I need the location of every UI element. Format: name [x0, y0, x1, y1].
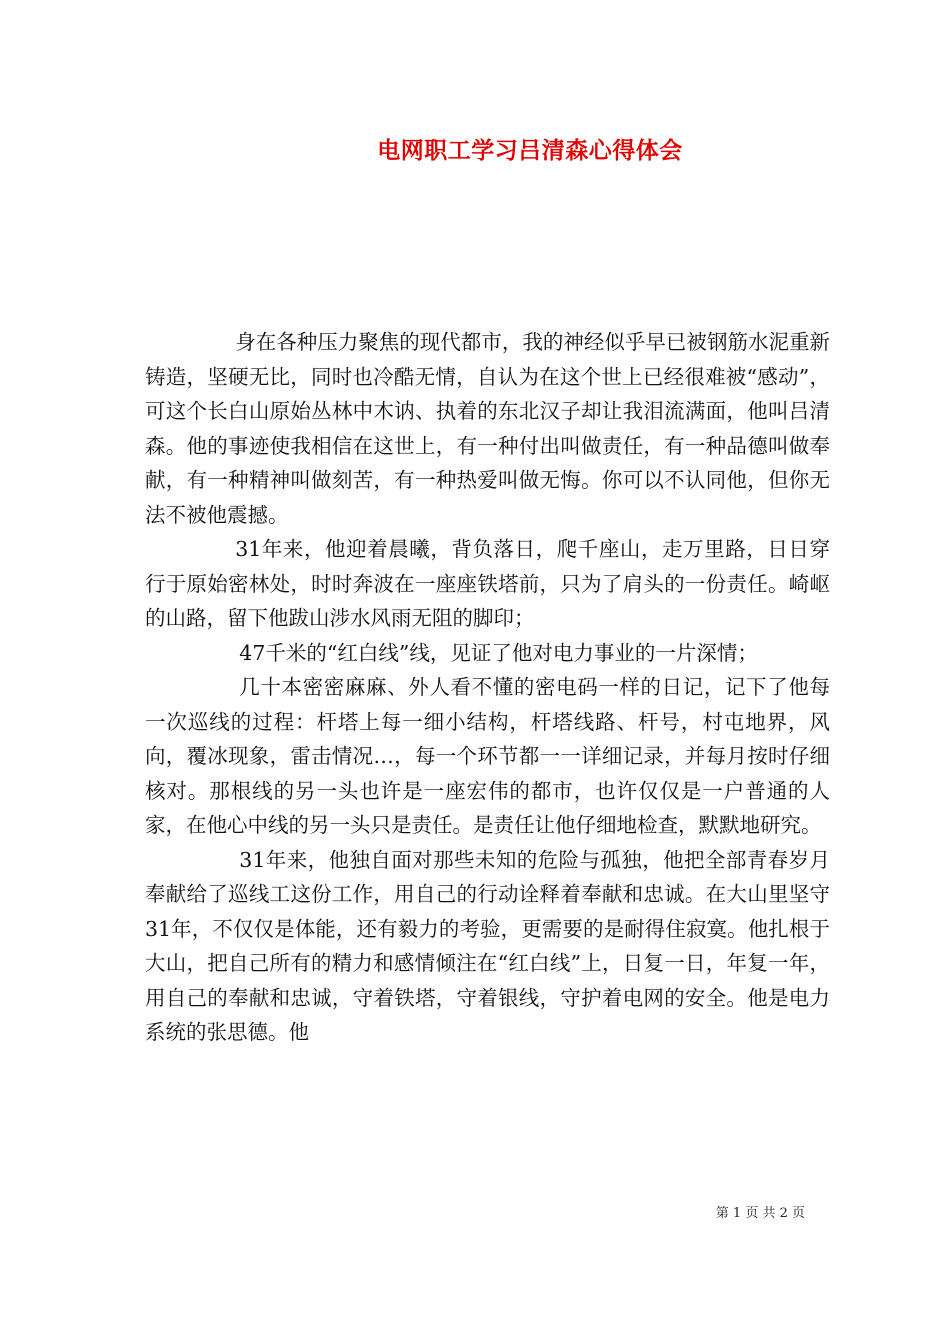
paragraph-1: 身在各种压力聚焦的现代都市，我的神经似乎早已被钢筋水泥重新铸造，坚硬无比，同时也冷酷无情，自认为在这个世上已经很难被“感动”，可这个长白山原始丛林中木讷、执着的东北汉子却让我泪流满面，他叫吕清森。他的事迹使我相信在这世上，有一种付出叫做责任，有一种品德叫做奉献，有一种精神叫做刻苦，有一种热爱叫做无悔。你可以不认同他，但你无法不被他震撼。	[145, 330, 830, 527]
document-title: 电网职工学习吕清森心得体会	[377, 137, 683, 164]
page-number-footer: 第 1 页 共 2 页	[715, 1206, 805, 1221]
paragraph-3: 47千米的“红白线”线，见证了他对电力事业的一片深情；	[239, 640, 758, 665]
paragraph-5: 31年来，他独自面对那些未知的危险与孤独，他把全部青春岁月奉献给了巡线工这份工作，用自己的行动诠释着奉献和忠诚。在大山里坚守31年，不仅仅是体能，还有毅力的考验，更需要的是耐得住寂寞。他扎根于大山，把自己所有的精力和感情倾注在“红白线”上，日复一日，年复一年，用自己的奉献和忠诚，守着铁塔，守着银线，守护着电网的安全。他是电力系统的张思德。他	[145, 847, 830, 1044]
paragraph-2: 31年来，他迎着晨曦，背负落日，爬千座山，走万里路，日日穿行于原始密林处，时时奔波在一座座铁塔前，只为了肩头的一份责任。崎岖的山路，留下他跋山涉水风雨无阻的脚印；	[145, 537, 830, 630]
document-body	[145, 325, 830, 1050]
paragraph-4: 几十本密密麻麻、外人看不懂的密电码一样的日记，记下了他每一次巡线的过程：杆塔上每一细小结构，杆塔线路、杆号，村屯地界，风向，覆冰现象，雷击情况…，每一个环节都一一详细记录，并每月按时仔细核对。那根线的另一头也许是一座宏伟的都市，也许仅仅是一户普通的人家，在他心中线的另一头只是责任。是责任让他仔细地检查，默默地研究。	[145, 675, 830, 837]
